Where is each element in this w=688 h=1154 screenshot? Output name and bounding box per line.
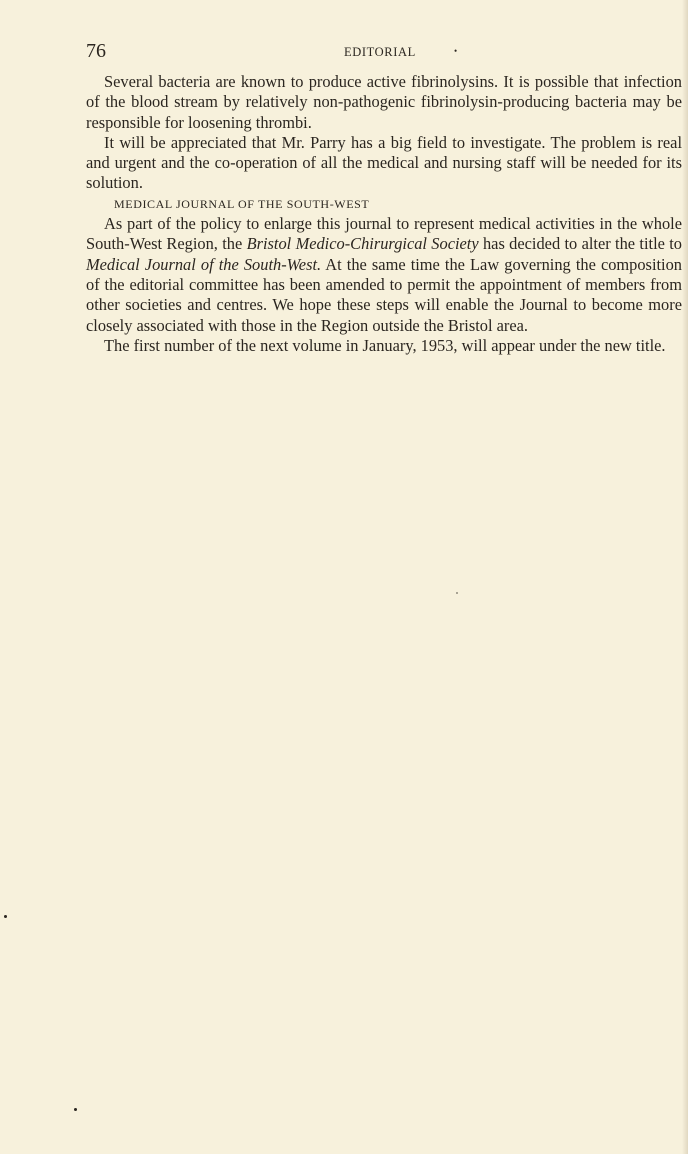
paragraph-fibrinolysins: Several bacteria are known to produce active fibrinolysins. It is possible that infection of the blood stream by relatively non-pathogenic fibrinolysin-producing bacteria may be responsible for loosening thrombi. (86, 72, 682, 132)
paragraph-text-1: As part of the policy to enlarge this journal to represent medical activities in the whole South-West Region, the (86, 214, 682, 254)
running-head (86, 40, 682, 66)
paragraph-text-3: At the same time the Law governing the composition of the editorial committee has been amended to permit the appointment of members from other societies and centres. We hope these steps will enable the Journal to become more closely associated with those in the Region outside the Bristol area. (86, 254, 682, 335)
paragraph-next-volume: The first number of the next volume in January, 1953, will appear under the new title. (104, 335, 666, 355)
paragraph-journal-title (86, 214, 682, 336)
paragraph-text-2: has decided to alter the title to (478, 234, 682, 254)
paper-speck (456, 592, 458, 594)
body-text (86, 72, 682, 356)
journal-new-title: Medical Journal of the South-West. (86, 254, 322, 274)
page-number: 76 (86, 40, 106, 62)
running-head-title: EDITORIAL (344, 45, 416, 59)
paper-speck (74, 1108, 77, 1111)
running-head-mark: • (454, 46, 458, 56)
paper-speck (4, 915, 7, 918)
society-name: Bristol Medico-Chirurgical Society (246, 234, 479, 254)
paragraph-investigation: It will be appreciated that Mr. Parry has a big field to investigate. The problem is real and urgent and the co-operation of all the medical and nursing staff will be needed for its solution. (86, 132, 682, 193)
page-edge-shadow (682, 0, 688, 1154)
section-heading: MEDICAL JOURNAL OF THE SOUTH-WEST (114, 196, 370, 211)
